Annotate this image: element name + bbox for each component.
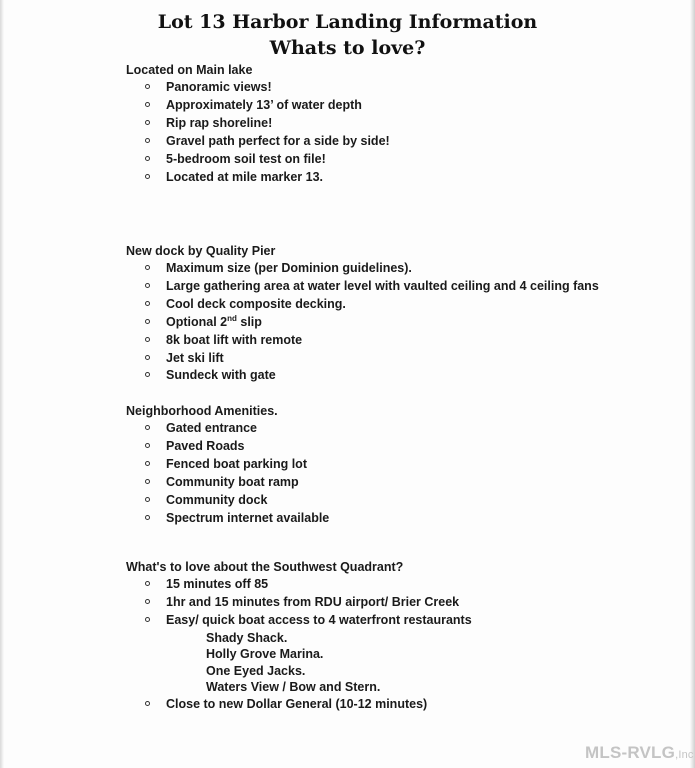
circle-bullet-icon (145, 120, 150, 125)
list-item (126, 438, 329, 456)
section-new-dock (126, 242, 599, 385)
list-item-text-after: slip (236, 314, 262, 329)
list-item (126, 474, 329, 492)
circle-bullet-icon (145, 461, 150, 466)
page-edge-right (690, 0, 695, 768)
section-heading: What's to love about the Southwest Quadrant? (126, 560, 404, 574)
list-item (126, 456, 329, 474)
list-item-text: 8k boat lift with remote (166, 332, 303, 347)
circle-bullet-icon (145, 265, 150, 270)
list-item-text: Community boat ramp (166, 474, 299, 489)
list-item (126, 115, 390, 133)
circle-bullet-icon (145, 425, 150, 430)
circle-bullet-icon (145, 515, 150, 520)
list-item (126, 169, 390, 187)
superscript-ordinal: nd (227, 313, 237, 323)
circle-bullet-icon (145, 283, 150, 288)
list-item-text: Jet ski lift (166, 350, 224, 365)
circle-bullet-icon (145, 497, 150, 502)
list-item-text: Community dock (166, 492, 268, 507)
circle-bullet-icon (145, 319, 150, 324)
restaurant-item: One Eyed Jacks. (206, 663, 306, 678)
bullet-list (126, 260, 599, 385)
document-title: Lot 13 Harbor Landing Information (157, 11, 538, 33)
page-edge-left (0, 0, 4, 768)
list-item (126, 594, 472, 612)
mls-watermark (585, 743, 694, 763)
list-item (126, 151, 390, 169)
list-item (126, 133, 390, 151)
list-item (126, 79, 390, 97)
watermark-text: MLS-RVLG (585, 743, 676, 762)
list-item-text: Maximum size (per Dominion guidelines). (166, 261, 412, 275)
restaurant-list (126, 630, 472, 696)
list-item (126, 332, 599, 350)
circle-bullet-icon (145, 701, 150, 706)
circle-bullet-icon (145, 372, 150, 377)
circle-bullet-icon (145, 617, 150, 622)
bullet-list (126, 420, 329, 527)
section-main-lake (126, 61, 390, 186)
list-item (126, 278, 599, 296)
bullet-list (126, 576, 472, 630)
list-item-text: 5-bedroom soil test on file! (166, 151, 326, 166)
list-item (126, 696, 472, 714)
circle-bullet-icon (145, 355, 150, 360)
circle-bullet-icon (145, 479, 150, 484)
list-item-text: Fenced boat parking lot (166, 456, 307, 471)
list-item (126, 97, 390, 115)
list-item (126, 420, 329, 438)
list-item-text: Easy/ quick boat access to 4 waterfront restaurants (166, 612, 472, 627)
list-item (126, 367, 599, 385)
list-item-text: Rip rap shoreline! (166, 115, 273, 130)
restaurant-item: Holly Grove Marina. (206, 647, 324, 662)
document-subtitle: Whats to love? (269, 37, 426, 59)
circle-bullet-icon (145, 301, 150, 306)
list-item-text: 1hr and 15 minutes from RDU airport/ Brier Creek (166, 594, 460, 609)
circle-bullet-icon (145, 138, 150, 143)
section-heading: Located on Main lake (126, 63, 253, 77)
list-item (126, 492, 329, 510)
list-item (126, 296, 599, 314)
list-item-text: Sundeck with gate (166, 368, 276, 383)
circle-bullet-icon (145, 599, 150, 604)
list-item-text: Gravel path perfect for a side by side! (166, 133, 390, 148)
restaurant-item: Waters View / Bow and Stern. (206, 680, 381, 695)
list-item-text: Approximately 13’ of water depth (166, 97, 362, 112)
list-item (126, 612, 472, 630)
list-item (126, 510, 329, 528)
list-item-text: 15 minutes off 85 (166, 577, 269, 591)
list-item-text-before: Optional 2 (166, 314, 228, 329)
restaurant-item: Shady Shack. (206, 630, 288, 645)
circle-bullet-icon (145, 581, 150, 586)
list-item-text: Close to new Dollar General (10-12 minutes) (166, 696, 428, 711)
list-item-text: Panoramic views! (166, 80, 272, 94)
list-item-text: Spectrum internet available (166, 510, 330, 525)
circle-bullet-icon (145, 102, 150, 107)
list-item (126, 260, 599, 278)
bullet-list (126, 79, 390, 186)
section-heading: Neighborhood Amenities. (126, 404, 278, 418)
list-item-text: Gated entrance (166, 421, 258, 435)
list-item (126, 314, 599, 332)
section-heading: New dock by Quality Pier (126, 244, 276, 258)
list-item-text: Located at mile marker 13. (166, 169, 324, 184)
list-item (126, 576, 472, 594)
circle-bullet-icon (145, 443, 150, 448)
section-southwest-quadrant (126, 558, 472, 714)
list-item-text: Paved Roads (166, 438, 245, 453)
circle-bullet-icon (145, 174, 150, 179)
list-item-text: Large gathering area at water level with vaulted ceiling and 4 ceiling fans (166, 278, 599, 293)
bullet-list (126, 696, 472, 714)
list-item-text: Cool deck composite decking. (166, 296, 346, 311)
list-item (126, 350, 599, 368)
circle-bullet-icon (145, 337, 150, 342)
circle-bullet-icon (145, 156, 150, 161)
section-neighborhood-amenities (126, 402, 329, 527)
watermark-suffix: ,Inc (675, 749, 694, 761)
circle-bullet-icon (145, 84, 150, 89)
